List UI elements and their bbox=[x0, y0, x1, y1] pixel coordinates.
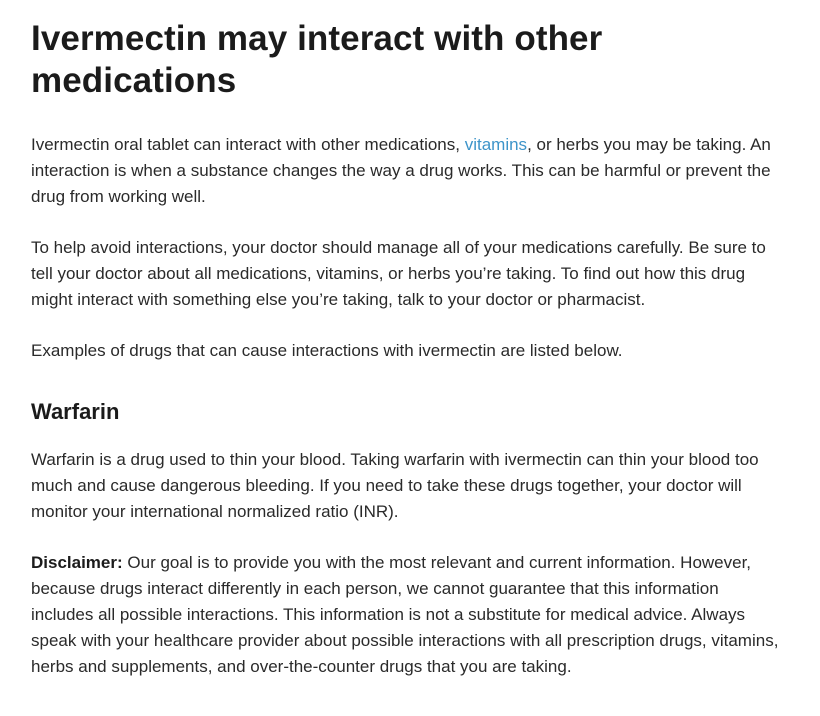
disclaimer-label: Disclaimer: bbox=[31, 553, 123, 572]
intro-text-after-link: , or herbs you may be taking. An interaction is when a substance changes the way a drug works. This can be harmful or prevent the drug from working well. bbox=[31, 135, 771, 206]
interactions-advice-paragraph: To help avoid interactions, your doctor should manage all of your medications carefully. Be sure to tell your doctor about all medications, vitamins, or herbs you’re taking. To find out how this drug might interact with something else you’re taking, talk to your doctor or pharmacist. bbox=[31, 238, 766, 309]
disclaimer-paragraph bbox=[31, 550, 780, 680]
intro-text-before-link: Ivermectin oral tablet can interact with other medications, bbox=[31, 135, 465, 154]
warfarin-heading: Warfarin bbox=[31, 399, 120, 424]
warfarin-paragraph: Warfarin is a drug used to thin your blood. Taking warfarin with ivermectin can thin your blood too much and cause dangerous bleeding. If you need to take these drugs together, your doctor will monitor your international normalized ratio (INR). bbox=[31, 450, 759, 521]
examples-intro-paragraph: Examples of drugs that can cause interactions with ivermectin are listed below. bbox=[31, 341, 623, 360]
disclaimer-text: Our goal is to provide you with the most relevant and current information. However, because drugs interact differently in each person, we cannot guarantee that this information includes all possible interactions. This information is not a substitute for medical advice. Always speak with your healthcare provider about possible interactions with all prescription drugs, vitamins, herbs and supplements, and over-the-counter drugs that you are taking. bbox=[31, 553, 779, 676]
intro-paragraph bbox=[31, 132, 780, 210]
article-heading: Ivermectin may interact with other medications bbox=[31, 19, 603, 100]
vitamins-link[interactable]: vitamins bbox=[464, 135, 528, 154]
